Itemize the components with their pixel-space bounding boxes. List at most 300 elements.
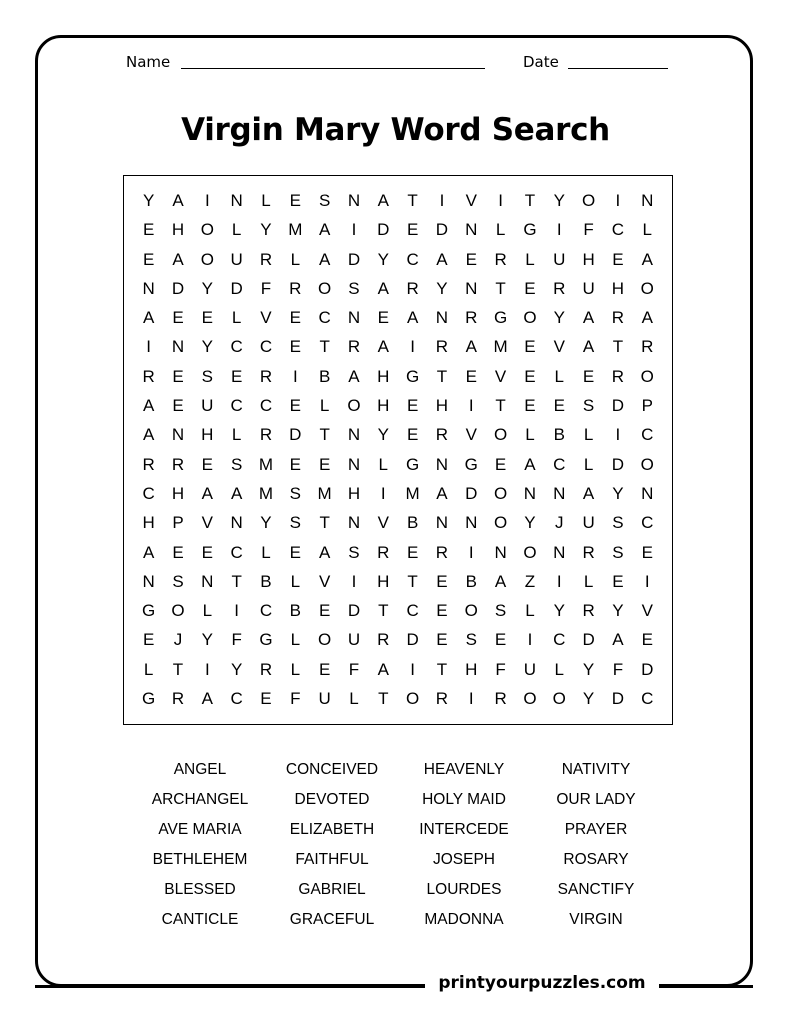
grid-letter: C [142, 483, 155, 503]
grid-letter: Y [230, 659, 243, 679]
grid-letter: C [611, 220, 625, 240]
grid-letter: S [582, 396, 595, 416]
grid-letter: L [231, 425, 242, 445]
grid-letter: R [347, 337, 361, 357]
grid-letter: T [319, 513, 330, 533]
grid-letter: M [258, 483, 274, 503]
grid-letter: R [406, 278, 419, 298]
grid-letter: Y [582, 659, 595, 679]
grid-letter: S [612, 513, 624, 533]
grid-letter: R [259, 249, 273, 269]
grid-letter: E [582, 366, 595, 386]
grid-letter: I [204, 659, 210, 679]
grid-letter: S [318, 191, 331, 210]
grid-letter: A [201, 483, 213, 503]
word-column-1 [130, 760, 270, 940]
grid-letter: T [378, 601, 389, 621]
grid-letter: B [318, 366, 331, 386]
word-item: GABRIEL [298, 881, 366, 898]
grid-letter: O [640, 454, 654, 474]
word-item: AVE MARIA [158, 821, 242, 838]
grid-letter: L [525, 249, 535, 269]
grid-letter: O [406, 689, 420, 709]
grid-letter: O [523, 689, 537, 709]
grid-letter: T [524, 191, 536, 210]
grid-letter: V [201, 513, 213, 533]
grid-letter: S [201, 366, 213, 386]
word-column-3 [394, 760, 534, 940]
grid-letter: F [290, 689, 301, 709]
grid-letter: H [377, 571, 390, 591]
grid-letter: N [171, 337, 185, 357]
grid-letter: R [641, 337, 654, 357]
grid-letter: T [172, 659, 184, 679]
grid-letter: E [172, 366, 184, 386]
grid-letter: I [644, 571, 650, 591]
grid-letter: E [377, 308, 389, 328]
grid-letter: O [640, 366, 654, 386]
word-item: OUR LADY [556, 791, 636, 808]
grid-letter: L [525, 425, 535, 445]
grid-letter: L [290, 571, 301, 591]
grid-letter: A [230, 483, 243, 503]
grid-letter: D [465, 483, 478, 503]
grid-letter: Y [377, 249, 389, 269]
grid-letter: H [611, 278, 625, 298]
grid-letter: R [435, 542, 449, 562]
grid-letter: F [231, 630, 242, 650]
grid-letter: A [582, 308, 595, 328]
grid-letter: A [494, 571, 507, 591]
grid-letter: T [407, 571, 418, 591]
grid-letter: L [143, 659, 154, 679]
grid-letter: V [494, 366, 507, 386]
grid-letter: E [289, 337, 301, 357]
grid-row [134, 332, 662, 361]
grid-letter: I [351, 571, 357, 591]
grid-letter: L [231, 220, 242, 240]
word-list [130, 760, 670, 940]
grid-letter: E [289, 542, 301, 562]
grid-letter: U [582, 278, 595, 298]
grid-letter: R [142, 366, 155, 386]
grid-row [134, 567, 662, 596]
grid-letter: O [318, 278, 332, 298]
grid-letter: M [405, 483, 420, 503]
grid-letter: D [582, 630, 595, 650]
grid-letter: E [641, 630, 653, 650]
grid-letter: I [439, 191, 445, 210]
grid-letter: O [200, 220, 214, 240]
grid-letter: T [612, 337, 624, 357]
grid-letter: P [172, 513, 184, 533]
grid-letter: I [468, 542, 474, 562]
grid-letter: H [171, 220, 185, 240]
grid-letter: Y [260, 513, 272, 533]
grid-letter: R [435, 425, 449, 445]
grid-letter: E [406, 396, 419, 416]
grid-letter: G [142, 601, 156, 621]
grid-letter: H [347, 483, 361, 503]
grid-letter: N [230, 191, 243, 210]
grid-letter: R [377, 542, 390, 562]
grid-letter: G [406, 454, 420, 474]
grid-letter: S [230, 454, 243, 474]
footer-rule-right [659, 985, 753, 988]
grid-letter: E [436, 571, 448, 591]
grid-letter: D [611, 454, 625, 474]
grid-letter: H [377, 396, 390, 416]
word-item: INTERCEDE [419, 821, 509, 838]
grid-letter: C [641, 425, 654, 445]
grid-letter: L [554, 366, 564, 386]
grid-letter: E [465, 366, 477, 386]
grid-letter: A [612, 630, 624, 650]
grid-letter: D [171, 278, 185, 298]
grid-letter: I [556, 220, 562, 240]
grid-letter: N [465, 220, 478, 240]
grid-letter: U [318, 689, 331, 709]
grid-letter: A [436, 483, 448, 503]
grid-letter: V [377, 513, 389, 533]
grid-letter: I [498, 191, 503, 210]
grid-letter: I [468, 396, 474, 416]
grid-letter: O [523, 542, 537, 562]
grid-letter: G [464, 454, 478, 474]
grid-letter: V [318, 571, 331, 591]
grid-letter: M [288, 220, 303, 240]
grid-letter: D [347, 601, 361, 621]
grid-letter: C [641, 689, 654, 709]
grid-letter: N [142, 571, 155, 591]
grid-letter: A [406, 308, 419, 328]
grid-letter: A [377, 278, 389, 298]
grid-letter: E [524, 278, 536, 298]
grid-letter: I [351, 220, 357, 240]
grid-letter: N [201, 571, 214, 591]
grid-letter: D [289, 425, 302, 445]
grid-letter: L [290, 659, 301, 679]
grid-letter: S [172, 571, 184, 591]
grid-letter: S [348, 278, 360, 298]
grid-letter: D [435, 220, 449, 240]
grid-letter: E [201, 308, 213, 328]
grid-letter: R [582, 542, 595, 562]
grid-letter: L [290, 630, 301, 650]
grid-letter: E [436, 601, 448, 621]
grid-letter: C [553, 454, 566, 474]
grid-letter: T [495, 278, 506, 298]
grid-row [134, 303, 662, 332]
word-item: VIRGIN [569, 911, 623, 928]
grid-letter: Z [524, 571, 536, 591]
grid-letter: L [378, 454, 389, 474]
grid-letter: A [377, 191, 389, 210]
word-item: HEAVENLY [423, 761, 505, 778]
grid-letter: I [410, 337, 415, 357]
grid-letter: Y [142, 191, 155, 210]
grid-letter: I [410, 659, 415, 679]
grid-letter: E [406, 425, 419, 445]
grid-letter: D [641, 659, 654, 679]
grid-letter: Y [553, 308, 565, 328]
grid-letter: O [200, 249, 214, 269]
grid-letter: B [406, 513, 419, 533]
grid-letter: O [523, 308, 537, 328]
grid-letter: S [465, 630, 477, 650]
puzzle-grid [134, 186, 662, 714]
grid-letter: M [258, 454, 274, 474]
grid-row [134, 362, 662, 391]
word-item: LOURDES [426, 881, 502, 898]
grid-letter: A [318, 249, 331, 269]
grid-letter: M [493, 337, 508, 357]
grid-letter: Y [582, 689, 595, 709]
date-field-line [568, 68, 668, 69]
grid-letter: F [348, 659, 360, 679]
grid-letter: N [435, 454, 449, 474]
grid-row [134, 391, 662, 420]
name-label: Name [126, 53, 171, 71]
grid-letter: R [171, 454, 185, 474]
grid-row [134, 684, 662, 713]
grid-letter: I [380, 483, 386, 503]
grid-letter: N [347, 308, 361, 328]
grid-letter: A [318, 220, 331, 240]
grid-letter: A [142, 425, 155, 445]
word-column-4 [526, 760, 666, 940]
grid-letter: E [142, 249, 155, 269]
grid-letter: V [465, 425, 477, 445]
grid-letter: U [553, 249, 566, 269]
grid-letter: A [582, 483, 595, 503]
grid-letter: H [435, 396, 449, 416]
grid-letter: H [142, 513, 155, 533]
grid-letter: D [611, 689, 625, 709]
grid-letter: V [465, 191, 477, 210]
grid-letter: A [465, 337, 477, 357]
grid-letter: R [171, 689, 185, 709]
grid-letter: A [436, 249, 448, 269]
grid-letter: L [319, 396, 330, 416]
grid-letter: I [615, 191, 621, 210]
grid-letter: E [172, 308, 184, 328]
grid-letter: E [612, 571, 624, 591]
grid-row [134, 245, 662, 274]
grid-letter: A [172, 249, 184, 269]
grid-letter: R [259, 425, 273, 445]
grid-letter: O [464, 601, 478, 621]
grid-letter: E [289, 396, 301, 416]
grid-letter: I [146, 337, 152, 357]
grid-letter: E [172, 396, 184, 416]
grid-letter: L [290, 249, 301, 269]
grid-letter: N [465, 513, 478, 533]
grid-letter: V [553, 337, 565, 357]
grid-row [134, 538, 662, 567]
grid-letter: S [348, 542, 360, 562]
grid-letter: R [611, 366, 625, 386]
grid-letter: T [407, 191, 418, 210]
grid-letter: S [289, 483, 301, 503]
grid-letter: L [202, 601, 213, 621]
grid-letter: I [204, 191, 210, 210]
word-item: HOLY MAID [422, 791, 506, 808]
footer-rule-left [35, 985, 425, 988]
grid-letter: R [435, 689, 449, 709]
grid-letter: S [612, 542, 624, 562]
grid-letter: D [406, 630, 419, 650]
grid-letter: H [201, 425, 214, 445]
grid-letter: Y [524, 513, 536, 533]
grid-letter: I [556, 571, 562, 591]
grid-letter: E [142, 630, 155, 650]
grid-letter: E [436, 630, 448, 650]
word-item: ROSARY [563, 851, 629, 868]
grid-letter: C [553, 630, 566, 650]
grid-letter: E [494, 630, 507, 650]
grid-letter: Y [612, 601, 624, 621]
grid-letter: V [260, 308, 272, 328]
word-item: PRAYER [564, 821, 628, 838]
grid-letter: E [142, 220, 155, 240]
word-item: ARCHANGEL [151, 791, 249, 808]
grid-letter: G [406, 366, 420, 386]
grid-letter: P [641, 396, 653, 416]
grid-row [134, 274, 662, 303]
grid-letter: A [142, 396, 155, 416]
grid-letter: Y [201, 337, 213, 357]
grid-letter: E [172, 542, 184, 562]
word-item: DEVOTED [294, 791, 370, 808]
grid-letter: N [347, 513, 361, 533]
grid-letter: R [435, 337, 449, 357]
grid-letter: E [406, 542, 419, 562]
grid-letter: C [641, 513, 654, 533]
grid-letter: C [406, 601, 419, 621]
grid-letter: R [377, 630, 390, 650]
grid-letter: R [259, 366, 273, 386]
grid-letter: N [230, 513, 243, 533]
grid-letter: E [318, 454, 331, 474]
grid-letter: N [523, 483, 537, 503]
grid-letter: E [230, 366, 243, 386]
grid-letter: A [318, 542, 331, 562]
grid-letter: T [436, 659, 448, 679]
grid-letter: F [583, 220, 594, 240]
word-item: NATIVITY [561, 761, 631, 778]
grid-letter: F [495, 659, 506, 679]
grid-letter: N [435, 513, 449, 533]
grid-row [134, 596, 662, 625]
grid-row [134, 479, 662, 508]
grid-letter: T [319, 425, 330, 445]
grid-letter: A [172, 191, 184, 210]
grid-letter: L [525, 601, 535, 621]
word-item: MADONNA [424, 911, 504, 928]
grid-letter: B [465, 571, 477, 591]
word-column-2 [262, 760, 402, 940]
grid-letter: H [377, 366, 390, 386]
grid-letter: Y [201, 630, 213, 650]
grid-letter: U [523, 659, 537, 679]
grid-letter: V [641, 601, 653, 621]
grid-row [134, 215, 662, 244]
grid-letter: C [230, 689, 243, 709]
grid-letter: U [201, 396, 214, 416]
grid-letter: G [259, 630, 273, 650]
grid-letter: U [230, 249, 243, 269]
grid-row [134, 625, 662, 654]
grid-letter: F [260, 278, 272, 298]
grid-letter: R [289, 278, 302, 298]
grid-letter: S [289, 513, 301, 533]
grid-letter: Y [377, 425, 389, 445]
grid-letter: B [289, 601, 301, 621]
grid-letter: E [318, 659, 331, 679]
grid-letter: N [553, 542, 566, 562]
grid-letter: U [582, 513, 595, 533]
grid-letter: I [615, 425, 621, 445]
word-item: ANGEL [173, 761, 227, 778]
grid-letter: L [261, 542, 271, 562]
grid-letter: N [347, 425, 361, 445]
grid-row [134, 450, 662, 479]
grid-letter: E [465, 249, 477, 269]
grid-letter: L [583, 571, 594, 591]
word-item: CANTICLE [161, 911, 239, 928]
grid-letter: R [494, 689, 507, 709]
grid-letter: C [406, 249, 419, 269]
grid-letter: C [230, 396, 243, 416]
grid-letter: N [435, 308, 449, 328]
grid-letter: T [378, 689, 389, 709]
grid-letter: A [582, 337, 595, 357]
grid-letter: G [142, 689, 156, 709]
word-item: ELIZABETH [289, 821, 375, 838]
grid-letter: F [612, 659, 624, 679]
grid-letter: A [641, 308, 653, 328]
grid-letter: O [347, 396, 361, 416]
grid-letter: E [553, 396, 565, 416]
grid-letter: A [348, 366, 360, 386]
grid-letter: C [230, 337, 243, 357]
grid-letter: Y [612, 483, 624, 503]
grid-letter: N [347, 454, 361, 474]
grid-letter: L [583, 425, 594, 445]
grid-letter: H [582, 249, 595, 269]
grid-letter: I [292, 366, 298, 386]
grid-letter: E [289, 308, 301, 328]
grid-letter: L [231, 308, 242, 328]
grid-letter: O [171, 601, 185, 621]
grid-row [134, 420, 662, 449]
grid-letter: E [641, 542, 653, 562]
grid-letter: L [642, 220, 652, 240]
grid-letter: A [524, 454, 536, 474]
grid-letter: E [260, 689, 272, 709]
grid-letter: Y [201, 278, 213, 298]
grid-letter: N [641, 191, 654, 210]
grid-letter: C [259, 396, 273, 416]
grid-letter: D [377, 220, 390, 240]
grid-letter: N [347, 191, 361, 210]
grid-letter: R [553, 278, 566, 298]
grid-letter: R [494, 249, 507, 269]
grid-letter: E [318, 601, 331, 621]
grid-letter: L [261, 191, 271, 210]
grid-letter: E [524, 396, 536, 416]
